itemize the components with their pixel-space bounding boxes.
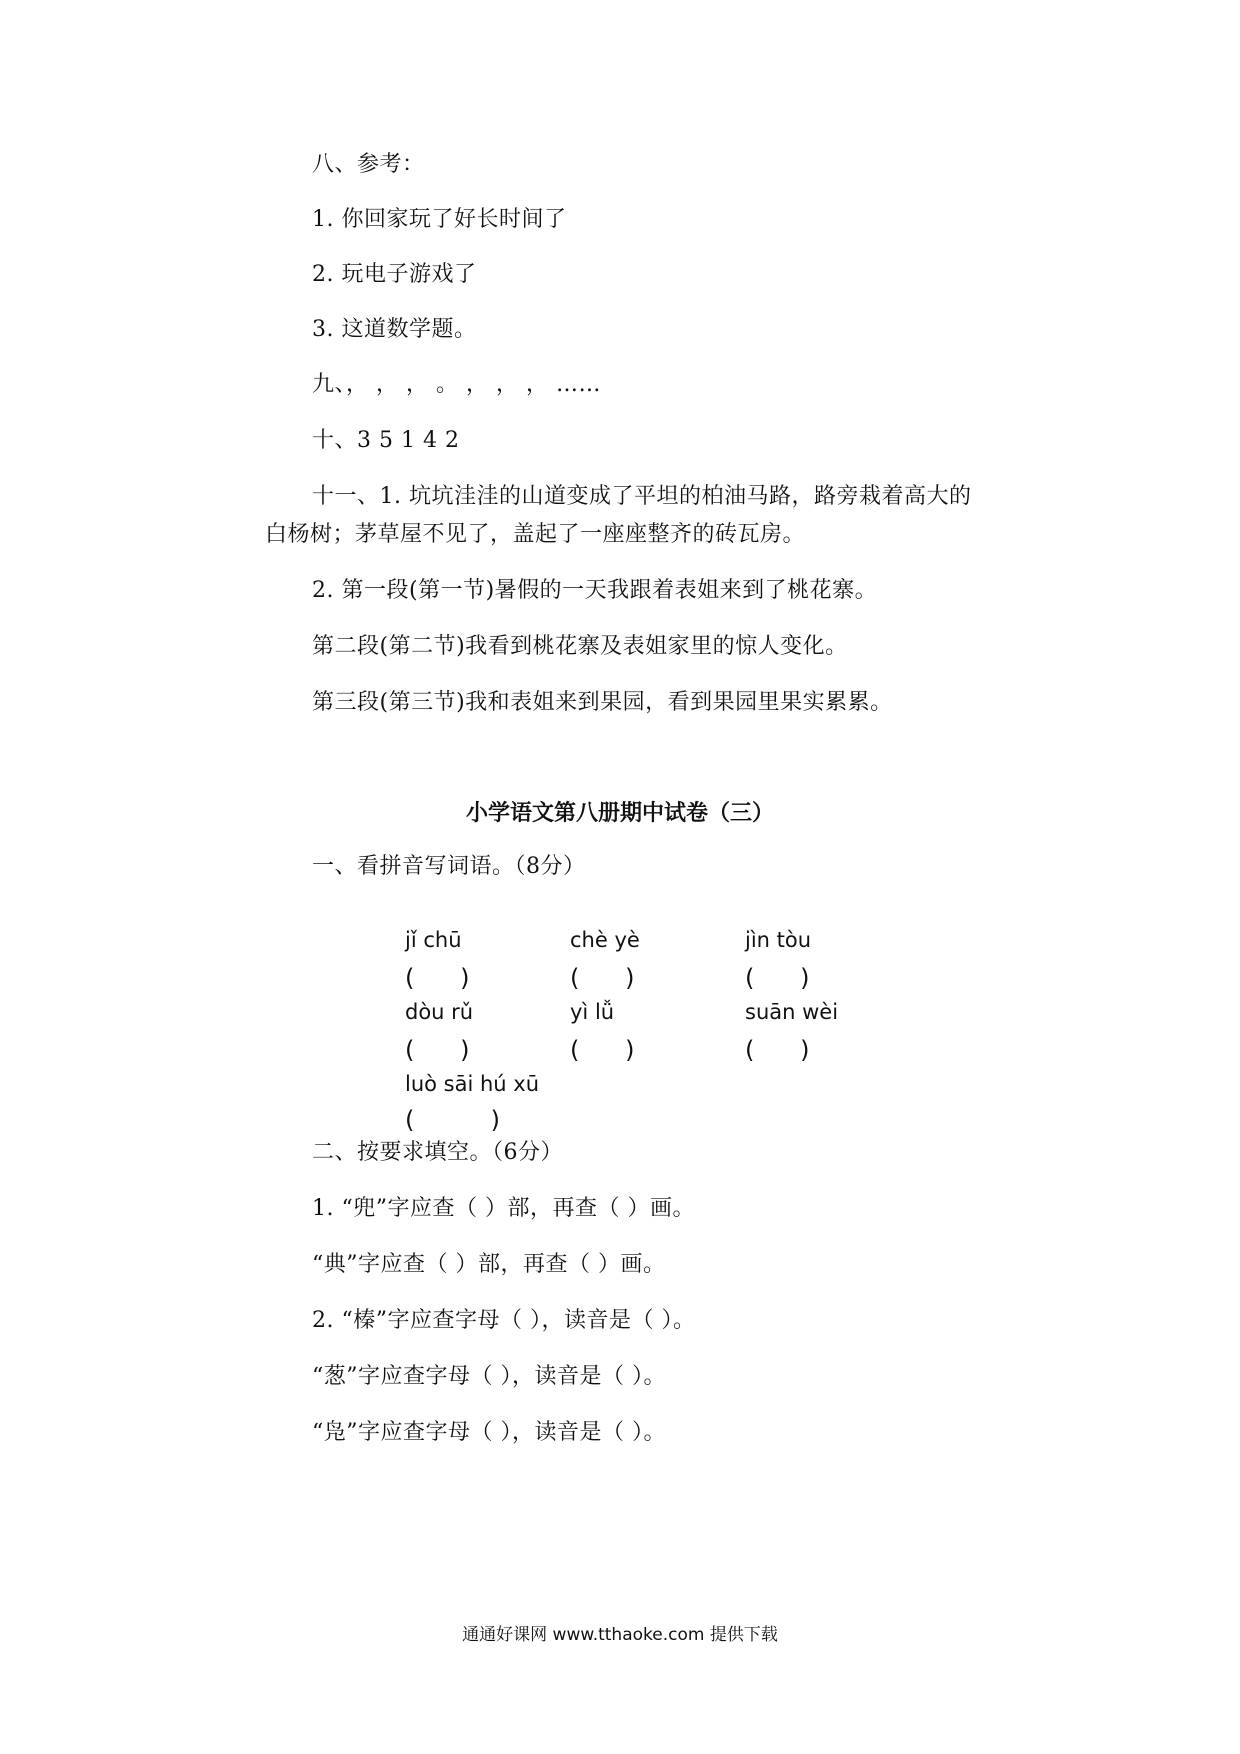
pinyin-item: luò sāi hú xū bbox=[405, 1072, 540, 1096]
footer-watermark: 通通好课网 www.tthaoke.com 提供下载 bbox=[462, 1625, 778, 1645]
answer-8-1: 1. 你回家玩了好长时间了 bbox=[312, 207, 567, 232]
pinyin-item: suān wèi bbox=[745, 1000, 839, 1024]
answer-section-10: 十、3 5 1 4 2 bbox=[312, 428, 460, 453]
question-2-2-c: “凫”字应查字母（ ），读音是（ ）。 bbox=[312, 1420, 666, 1445]
pinyin-item: chè yè bbox=[570, 928, 640, 952]
answer-8-3: 3. 这道数学题。 bbox=[312, 317, 477, 342]
answer-section-9: 九、， ， ， 。 ， ， ， …… bbox=[312, 372, 601, 397]
question-1-heading: 一、看拼音写词语。（8分） bbox=[312, 854, 586, 879]
answer-blank[interactable]: ( ) bbox=[745, 964, 810, 992]
answer-8-2: 2. 玩电子游戏了 bbox=[312, 262, 477, 287]
answer-11-4: 第三段(第三节)我和表姐来到果园，看到果园里果实累累。 bbox=[312, 690, 893, 715]
pinyin-row-3 bbox=[405, 1072, 885, 1108]
answer-11-2: 2. 第一段(第一节)暑假的一天我跟着表姐来到了桃花寨。 bbox=[312, 578, 878, 603]
question-2-2-b: “葱”字应查字母（ ），读音是（ ）。 bbox=[312, 1364, 666, 1389]
answer-blank[interactable]: ( ) bbox=[405, 964, 470, 992]
question-2-heading: 二、按要求填空。（6分） bbox=[312, 1140, 563, 1165]
answer-blank-row-1 bbox=[405, 964, 885, 1000]
pinyin-item: jǐ chū bbox=[405, 928, 462, 952]
answer-blank[interactable]: ( ) bbox=[745, 1036, 810, 1064]
pinyin-item: yì lǚ bbox=[570, 1000, 615, 1024]
answer-blank[interactable]: ( ) bbox=[405, 1106, 501, 1134]
answer-11-1-line-b: 白杨树；茅草屋不见了，盖起了一座座整齐的砖瓦房。 bbox=[265, 522, 806, 547]
answer-blank[interactable]: ( ) bbox=[405, 1036, 470, 1064]
answer-11-3: 第二段(第二节)我看到桃花寨及表姐家里的惊人变化。 bbox=[312, 634, 848, 659]
pinyin-item: jìn tòu bbox=[745, 928, 812, 952]
answer-blank-row-3 bbox=[405, 1106, 885, 1142]
pinyin-item: dòu rǔ bbox=[405, 1000, 474, 1024]
answer-section-8-heading: 八、参考： bbox=[312, 152, 425, 177]
question-2-1-a: 1. “兜”字应查（ ）部，再查（ ）画。 bbox=[312, 1196, 695, 1221]
question-2-2-a: 2. “榛”字应查字母（ ），读音是（ ）。 bbox=[312, 1308, 696, 1333]
answer-11-1-line-a: 十一、1. 坑坑洼洼的山道变成了平坦的柏油马路，路旁栽着高大的 bbox=[312, 484, 972, 509]
answer-blank[interactable]: ( ) bbox=[570, 964, 635, 992]
answer-blank[interactable]: ( ) bbox=[570, 1036, 635, 1064]
exam-title: 小学语文第八册期中试卷（三） bbox=[465, 801, 774, 826]
question-2-1-b: “典”字应查（ ）部，再查（ ）画。 bbox=[312, 1252, 666, 1277]
pinyin-row-2 bbox=[405, 1000, 885, 1036]
answer-blank-row-2 bbox=[405, 1036, 885, 1072]
pinyin-row-1 bbox=[405, 928, 885, 964]
